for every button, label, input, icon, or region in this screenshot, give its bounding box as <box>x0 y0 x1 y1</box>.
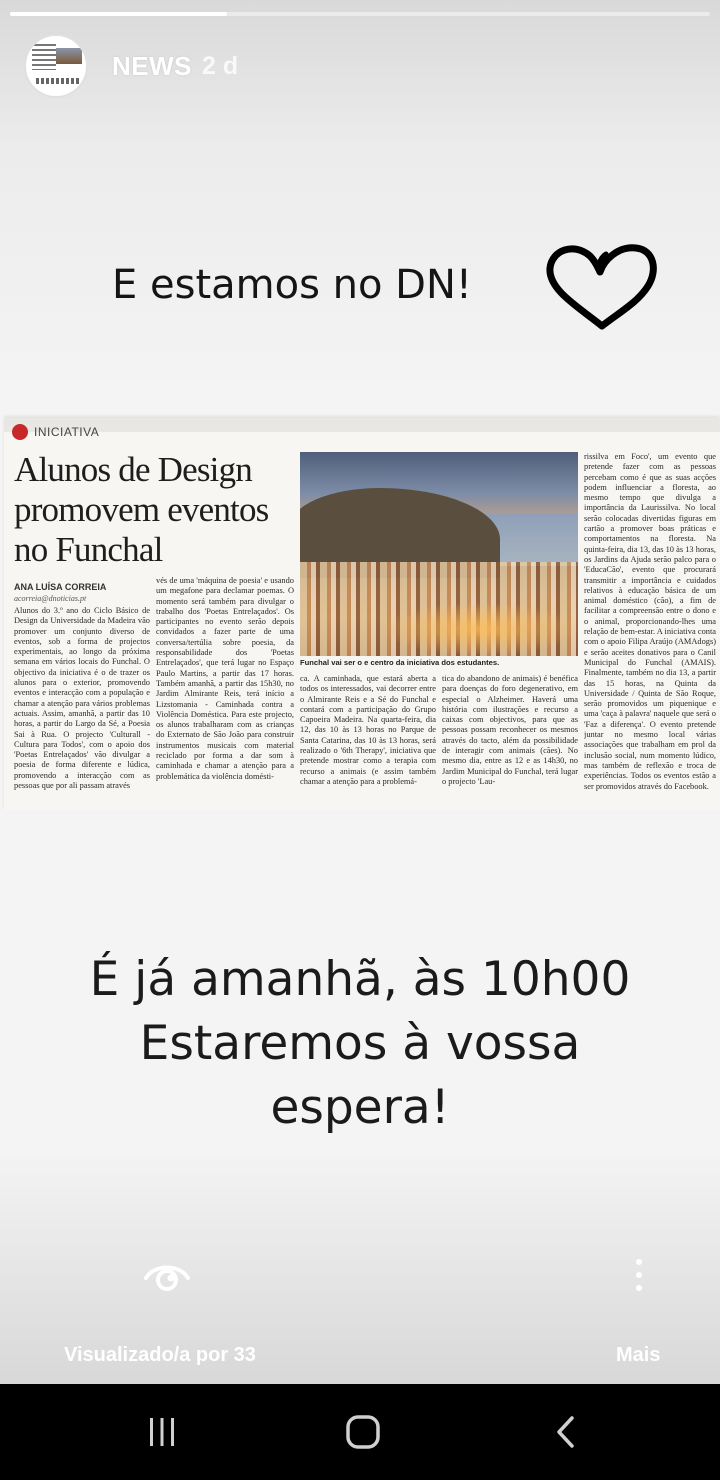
story-progress-fill <box>10 12 227 16</box>
story-text-top: E estamos no DN! <box>112 262 472 308</box>
story-header <box>24 34 238 98</box>
avatar[interactable] <box>24 34 88 98</box>
story-time: 2 d <box>202 51 239 80</box>
newspaper-column-3: ca. A caminhada, que estará aberta a todos os interessados, vai decorrer entre o Almirante Reis e a Sé do Funchal e contará com a participação do Grupo Capoeira Madeira. Na quarta-feira, dia 12, das 10 às 13 horas no Parque de Santa Catarina, das 10 às 13 horas, será realizado o '6th Therapy', iniciativa que pretende mostrar como a terapia com recurso a animais (e assim também chamar a atenção para a problemá- <box>300 674 436 786</box>
viewers-button[interactable] <box>64 1250 274 1366</box>
newspaper-photo <box>300 452 578 656</box>
back-button[interactable] <box>536 1406 596 1458</box>
eye-icon <box>142 1250 192 1300</box>
photo-caption: Funchal vai ser o e centro da iniciativa dos estudantes. <box>300 658 500 667</box>
more-label: Mais <box>616 1344 661 1366</box>
newspaper-title: Alunos de Design promovem eventos no Funchal <box>14 450 269 569</box>
story-text-line-3: espera! <box>270 1080 450 1135</box>
system-nav-bar <box>0 1384 720 1480</box>
newspaper-section: INICIATIVA <box>12 424 99 440</box>
home-button[interactable] <box>333 1406 393 1458</box>
recent-apps-button[interactable] <box>132 1406 192 1458</box>
newspaper-column-2: vés de uma 'máquina de poesia' e usando um megafone para declamar poemas. O momento será também para divulgar o trabalho dos 'Poetas Entrelaçados'. Os participantes no evento serão depois convidados a fazer parte de uma conversa/tertúlia sobre poesia, da responsabilidade dos 'Poetas Entrelaçados', que terá lugar no Espaço Paulo Martins, a partir das 17 horas. Também amanhã, a partir das 15h30, no Jardim Almirante Reis, terá início a Lizstomania - Caminhada contra a Violência Doméstica. Para este projecto, os alunos trabalharam com as crianças do Externato de São João para construir instrumentos musicais com material reciclado por forma a dar som à caminhada e chamar a atenção para a problemática da violência domésti- <box>156 576 294 781</box>
newspaper-author: ANA LUÍSA CORREIA <box>14 582 107 592</box>
story-text-line-1: É já amanhã, às 10h00 <box>89 952 631 1007</box>
back-icon <box>554 1415 578 1449</box>
section-dot-icon <box>12 424 28 440</box>
recent-apps-icon <box>146 1416 178 1448</box>
newspaper-email: acorreia@dnoticias.pt <box>14 594 87 603</box>
newspaper-column-1: Alunos do 3.º ano do Ciclo Básico de Design da Universidade da Madeira vão promover um conjunto diverso de eventos, sob a forma de projectos experimentais, ao longo da próxima semana em vários locais do Funchal. O objectivo da iniciativa é o de trazer os alunos para o exterior, promovendo eventos e interacção com a população e chamar a atenção para vários problemas actuais. Assim, amanhã, a partir das 10 horas, a partir do Largo da Sé, a Poesia Sai à Rua. O projecto 'Culturall - Cultura para Todos', com o apoio dos 'Poetas Entrelaçados' vão divulgar a poesia de forma diferente e lúdica, promovendo a interacção com as pessoas que por ali passam através <box>14 606 150 791</box>
newspaper-column-5: rissilva em Foco', um evento que pretende fazer com as pessoas percebam como é que as suas acções podem influenciar a floresta, ao mesmo tempo que divulga a importância da Laurissilva. No local serão colocadas divertidas figuras em cartão a promover boas práticas e comportamentos na floresta. Na quinta-feira, dia 13, das 10 às 13 horas, os Jardins da Ajuda serão palco para o 'EducaCão', evento que procurará transmitir a importância e cuidados relativos à educação básica de um animal doméstico (cão), a fim de facilitar a compreensão entre o dono e o animal, proporcionando-lhes uma relação de bem-estar. A iniciativa conta com o apoio Filipa Araújo (AMAdogs) e serão aceites donativos para o Canil Municipal do Funchal (AMAIS). Finalmente, também no dia 13, a partir das 15 horas, na Quinta da Universidade / Quinta de São Roque, serão promovidos um piquenique e uma 'caça à palavra' naquele que será o 'Faz a diferença'. O evento pretende juntar no mesmo local várias associações que trabalham em prol da inclusão social, num momento lúdico, mas também de reflexão e troca de experiências. Todos os eventos estão a ser promovidos através do Facebook. <box>584 452 716 791</box>
more-vert-icon <box>635 1258 643 1292</box>
newspaper-clipping <box>4 418 720 810</box>
newspaper-column-4: tica do abandono de animais) é benéfica para doenças do foro degenerativo, em especial o Alzheimer. Haverá uma história com ilustrações e recurso a caixas com objectivos, para que as pessoas possam reconhecer os mesmos através do tacto, além da possibilidade de interagir com animais (cães). No mesmo dia, entre as 12 e as 14h30, no Jardim Municipal do Funchal, terá lugar o projecto 'Lau- <box>442 674 578 786</box>
heart-icon <box>540 238 660 338</box>
story-progress-bar <box>10 12 710 16</box>
more-button[interactable] <box>608 1250 672 1366</box>
username[interactable]: NEWS <box>112 50 192 81</box>
viewers-label: Visualizado/a por 33 <box>64 1344 256 1366</box>
home-icon <box>345 1414 381 1450</box>
story-text-bottom <box>0 948 720 1140</box>
story-text-line-2: Estaremos à vossa <box>139 1016 581 1071</box>
